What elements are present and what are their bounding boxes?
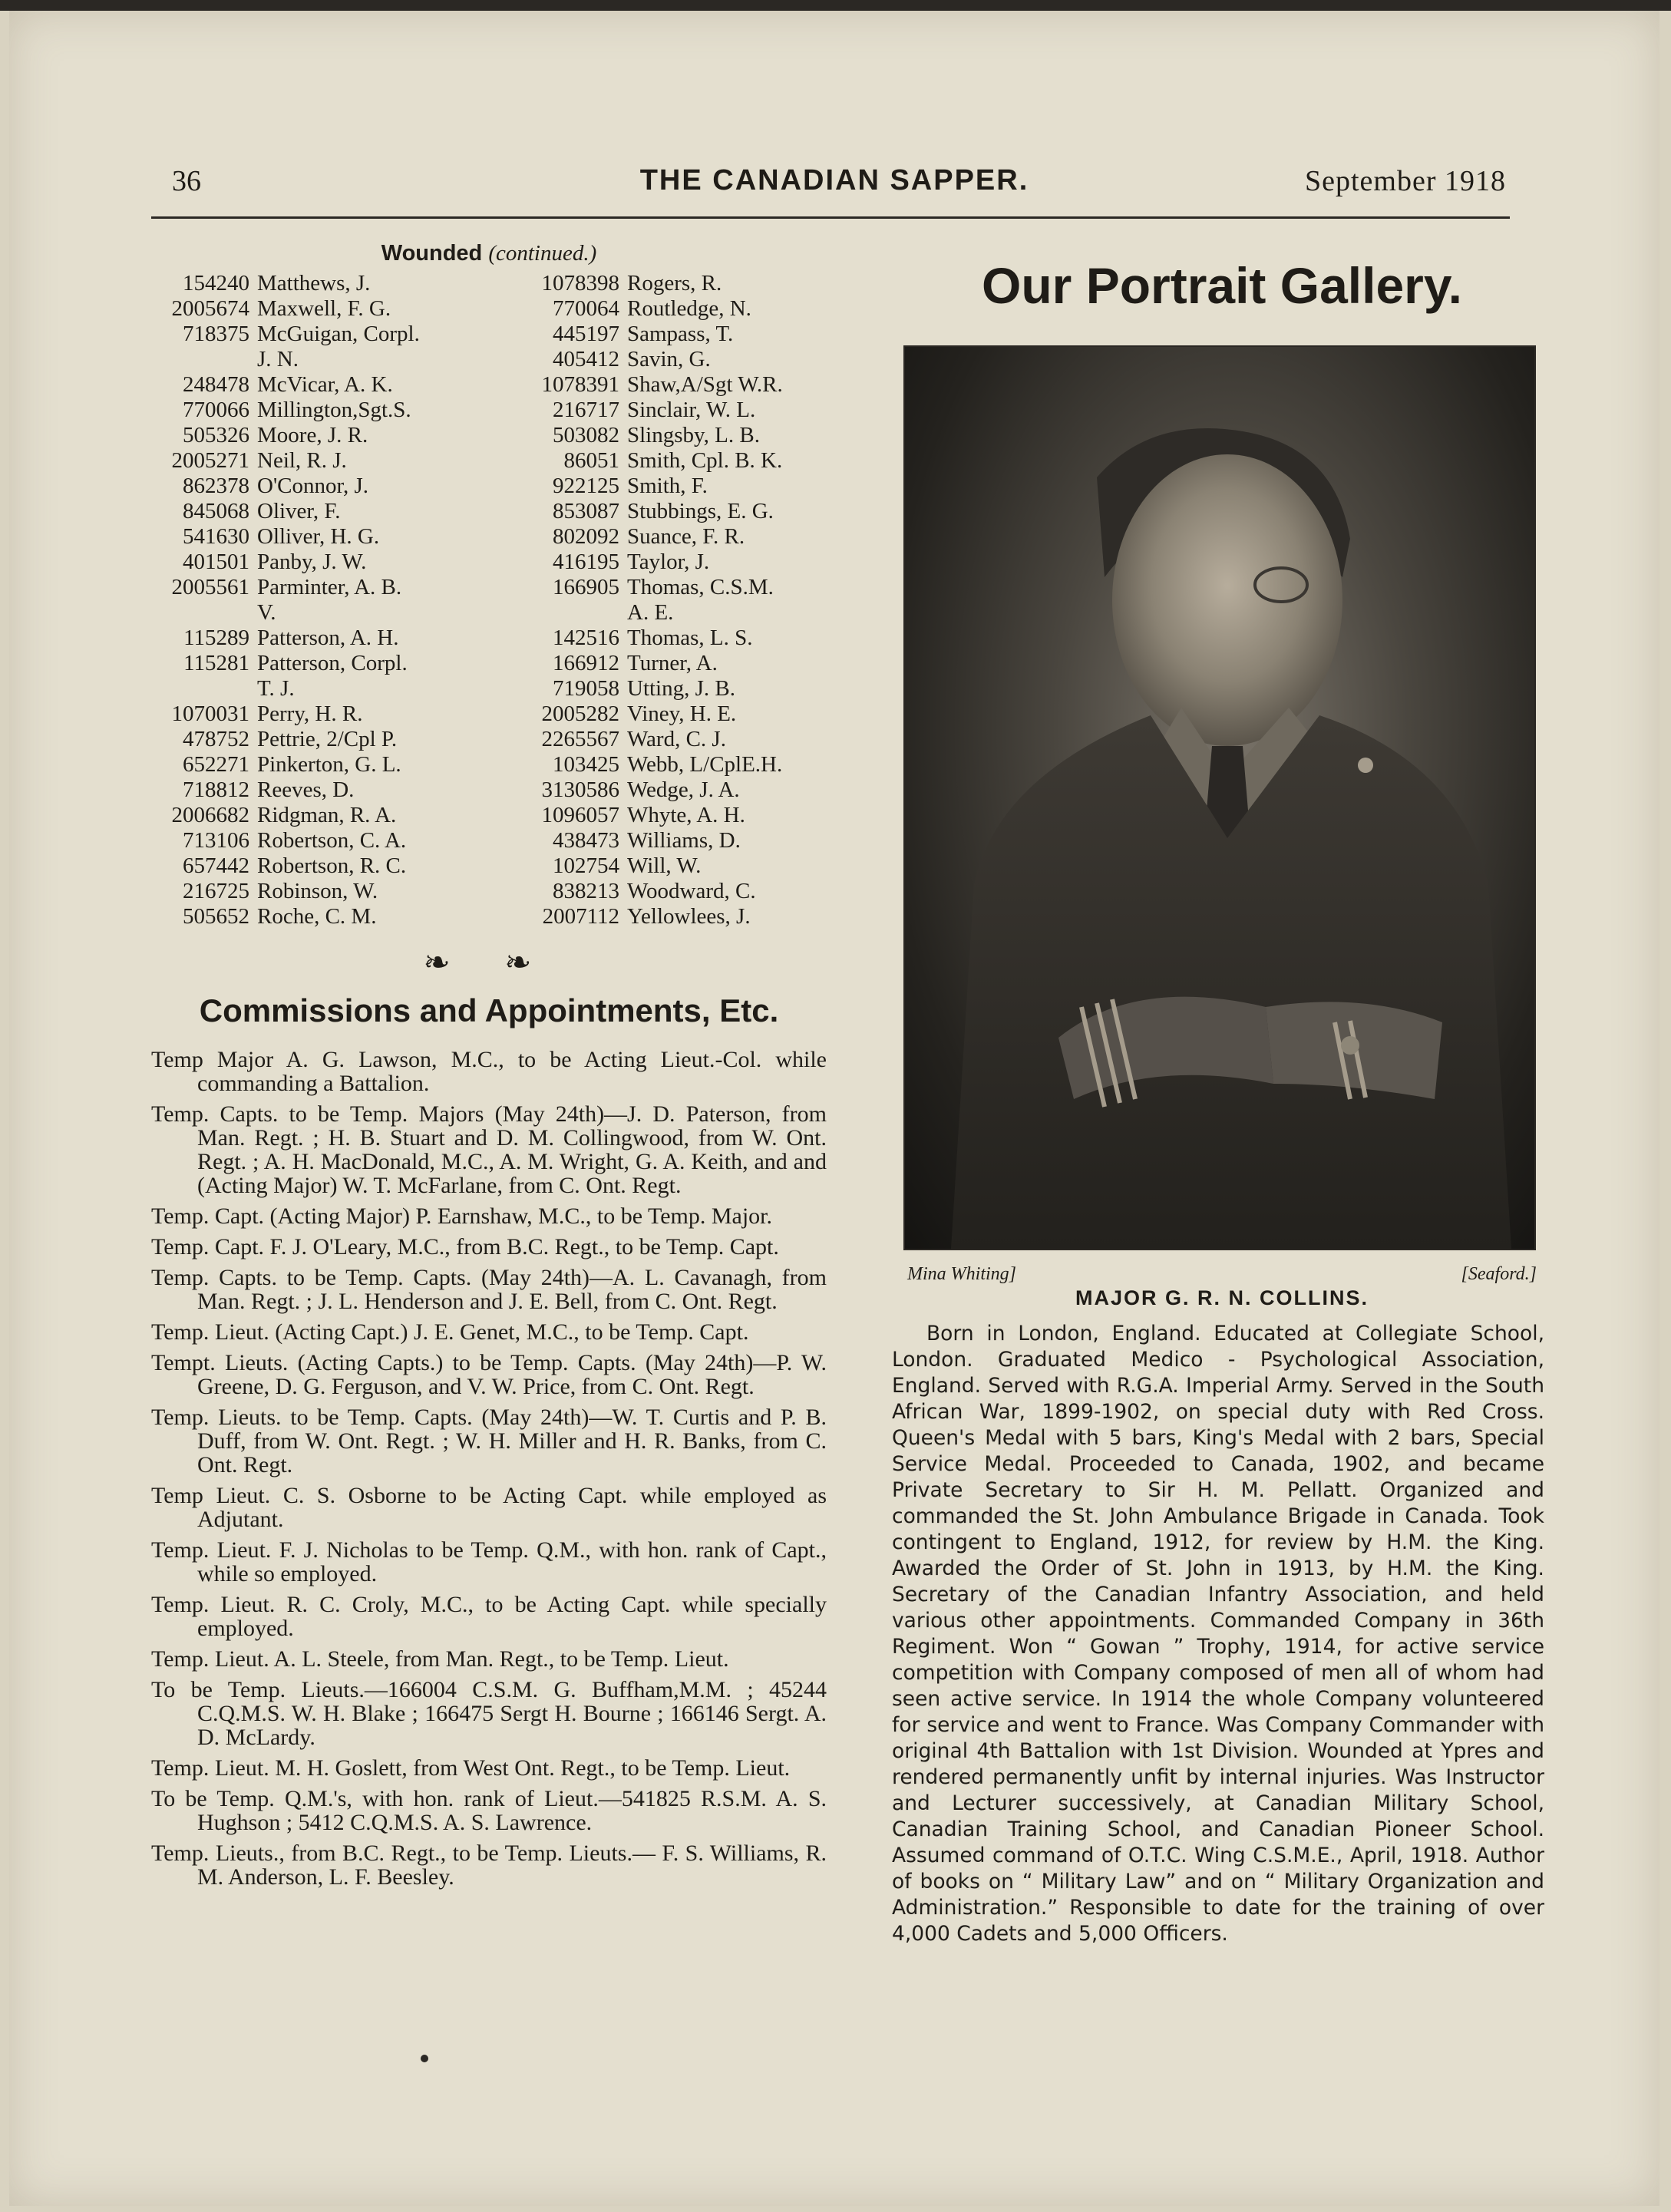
soldier-name: Patterson, A. H. — [257, 626, 399, 650]
service-number: 3130586 — [541, 778, 619, 802]
wounded-entry — [151, 372, 489, 398]
section-ornament: ❧ ❧ — [423, 946, 555, 981]
commission-entry: Temp. Lieut. A. L. Steele, from Man. Regt., to be Temp. Lieut. — [151, 1646, 729, 1672]
wounded-entry — [151, 879, 489, 904]
service-number: 505652 — [183, 904, 249, 929]
service-number: 853087 — [553, 499, 619, 523]
wounded-entry — [151, 828, 489, 853]
service-number: 2265567 — [541, 727, 619, 751]
service-number: 922125 — [553, 474, 619, 498]
service-number: 2007112 — [542, 904, 619, 929]
service-number: 2005282 — [541, 702, 619, 726]
wounded-entry — [489, 524, 827, 550]
soldier-name: Suance, F. R. — [627, 524, 745, 549]
soldier-name: Will, W. — [627, 853, 702, 878]
officer-portrait-image — [905, 347, 1534, 1249]
photo-credit — [907, 1264, 1537, 1285]
service-number: 166905 — [553, 575, 619, 599]
commissions-list — [151, 1048, 827, 1889]
wounded-entry — [489, 651, 827, 676]
soldier-name: O'Connor, J. — [257, 474, 369, 498]
portrait-biography: Born in London, England. Educated at Collegiate School, London. Graduated Medico - Psychological Association, England. Served with R.G.A. Imperial Army. Served in the South African War, 1899-1902, on special duty with Red Cross. Queen's Medal with 5 bars, King's Medal with 2 bars, Special Service Medal. Proceeded to Canada, 1902, and became Private Secretary to Sir H. M. Pellatt. Organized and commanded the St. John Ambulance Brigade in Canada. Took contingent to England, 1912, for review by H.M. the King. Awarded the Order of St. John in 1913, by H.M. the King. Secretary of the Canadian Infantry Association, and held various other appointments. Commanded Company in 36th Regiment. Won “ Gowan ” Trophy, 1914, for active service competition with Company composed of men all of whom had seen active service. In 1914 the whole Company volunteered for service and went to France. Was Company Commander with original 4th Battalion with 1st Division. Wounded at Ypres and rendered permanently unfit by internal injuries. Was Instructor and Lecturer successively, at Canadian Military School, Canadian Training School, and Canadian Pioneer School. Assumed command of O.T.C. Wing C.S.M.E., April, 1918. Author of books on “ Military Law” and on “ Military Organization and Administration.” Responsible to date for the training of over 4,000 Cadets and 5,000 Officers. — [892, 1322, 1544, 1946]
soldier-name: Thomas, C.S.M. — [627, 575, 774, 599]
wounded-entry — [489, 296, 827, 322]
portrait-photo — [903, 345, 1536, 1250]
wounded-entry — [489, 575, 827, 600]
service-number: 2005674 — [171, 296, 249, 321]
wounded-entry — [151, 347, 489, 372]
soldier-name: Reeves, D. — [257, 778, 355, 802]
wounded-column-right — [489, 271, 827, 929]
commission-entry: Temp. Capts. to be Temp. Majors (May 24th)—J. D. Paterson, from Man. Regt. ; H. B. Stuart and D. M. Collingwood, from W. Ont. Regt. ; A. H. MacDonald, M.C., A. M. Wright, G. A. Keith, and and (Acting Major) W. T. McFarlane, from C. Ont. Regt. — [151, 1101, 827, 1198]
soldier-name: Robinson, W. — [257, 879, 378, 903]
wounded-entry — [489, 550, 827, 575]
service-number: 154240 — [183, 271, 249, 295]
wounded-entry — [489, 271, 827, 296]
wounded-entry — [151, 651, 489, 676]
soldier-name: Olliver, H. G. — [257, 524, 380, 549]
page-number: 36 — [172, 165, 201, 197]
wounded-entry — [151, 853, 489, 879]
service-number: 142516 — [553, 626, 619, 650]
wounded-entry — [151, 702, 489, 727]
service-number: 216725 — [183, 879, 249, 903]
soldier-name: McGuigan, Corpl. — [257, 322, 420, 346]
right-column — [884, 241, 1560, 1947]
commission-entry: Temp. Lieut. F. J. Nicholas to be Temp. Q.M., with hon. rank of Capt., while so employed. — [151, 1537, 827, 1586]
commission-entry: Temp. Lieuts. to be Temp. Capts. (May 24th)—W. T. Curtis and P. B. Duff, from W. Ont. Regt. ; W. H. Miller and H. R. Banks, from C. Ont. Regt. — [151, 1405, 827, 1477]
soldier-name: V. — [257, 600, 276, 625]
photo-credit-left: Mina Whiting] — [907, 1264, 1016, 1284]
service-number: 248478 — [183, 372, 249, 397]
wounded-entry — [489, 853, 827, 879]
commission-entry: Temp. Capt. (Acting Major) P. Earnshaw, M.C., to be Temp. Major. — [151, 1203, 773, 1229]
service-number: 770064 — [553, 296, 619, 321]
print-speck — [421, 2055, 428, 2062]
soldier-name: Moore, J. R. — [257, 423, 368, 447]
wounded-entry — [151, 626, 489, 651]
service-number: 405412 — [553, 347, 619, 371]
soldier-name: Stubbings, E. G. — [627, 499, 774, 523]
soldier-name: Patterson, Corpl. — [257, 651, 408, 675]
soldier-name: Whyte, A. H. — [627, 803, 745, 827]
soldier-name: A. E. — [627, 600, 674, 625]
wounded-entry — [151, 727, 489, 752]
service-number: 503082 — [553, 423, 619, 447]
soldier-name: Taylor, J. — [627, 550, 710, 574]
wounded-entry — [151, 524, 489, 550]
service-number — [151, 676, 257, 702]
soldier-name: Smith, F. — [627, 474, 708, 498]
wounded-entry — [151, 778, 489, 803]
wounded-entry — [489, 778, 827, 803]
wounded-entry — [489, 448, 827, 474]
service-number: 445197 — [553, 322, 619, 346]
soldier-name: Robertson, R. C. — [257, 853, 407, 878]
soldier-name: Maxwell, F. G. — [257, 296, 391, 321]
soldier-name: J. N. — [257, 347, 299, 371]
service-number: 845068 — [183, 499, 249, 523]
soldier-name: Robertson, C. A. — [257, 828, 407, 853]
service-number: 216717 — [553, 398, 619, 422]
soldier-name: Viney, H. E. — [627, 702, 737, 726]
commission-entry: Temp. Capt. F. J. O'Leary, M.C., from B.C. Regt., to be Temp. Capt. — [151, 1234, 779, 1260]
wounded-entry — [489, 803, 827, 828]
soldier-name: Slingsby, L. B. — [627, 423, 760, 447]
commission-entry: Temp. Lieut. (Acting Capt.) J. E. Genet, M.C., to be Temp. Capt. — [151, 1319, 749, 1345]
wounded-list — [151, 271, 827, 929]
wounded-entry — [151, 423, 489, 448]
soldier-name: Ward, C. J. — [627, 727, 726, 751]
wounded-entry — [151, 499, 489, 524]
wounded-entry — [151, 752, 489, 778]
soldier-name: Savin, G. — [627, 347, 711, 371]
magazine-page — [9, 11, 1659, 2206]
soldier-name: Neil, R. J. — [257, 448, 347, 473]
soldier-name: Parminter, A. B. — [257, 575, 402, 599]
portrait-subject-name: MAJOR G. R. N. COLLINS. — [1075, 1286, 1369, 1309]
wounded-entry — [489, 626, 827, 651]
journal-title: THE CANADIAN SAPPER. — [639, 164, 1029, 196]
header-rule — [151, 216, 1510, 219]
service-number: 802092 — [553, 524, 619, 549]
service-number: 1096057 — [541, 803, 619, 827]
wounded-entry — [151, 271, 489, 296]
service-number: 718375 — [183, 322, 249, 346]
commission-entry: To be Temp. Lieuts.—166004 C.S.M. G. Buffham,M.M. ; 45244 C.Q.M.S. W. H. Blake ; 166475 Sergt H. Bourne ; 166146 Sergt. A. D. McLardy. — [151, 1677, 827, 1750]
left-column — [151, 241, 827, 1896]
wounded-entry — [151, 296, 489, 322]
soldier-name: Pinkerton, G. L. — [257, 752, 401, 777]
wounded-entry — [151, 600, 489, 626]
commission-entry: Temp. Capts. to be Temp. Capts. (May 24th)—A. L. Cavanagh, from Man. Regt. ; J. L. Henderson and J. E. Bell, from C. Ont. Regt. — [151, 1265, 827, 1314]
service-number: 838213 — [553, 879, 619, 903]
commission-entry: Temp Major A. G. Lawson, M.C., to be Acting Lieut.-Col. while commanding a Battalion. — [151, 1047, 827, 1096]
service-number: 770066 — [183, 398, 249, 422]
wounded-entry — [151, 904, 489, 929]
soldier-name: Williams, D. — [627, 828, 741, 853]
wounded-entry — [489, 372, 827, 398]
wounded-entry — [151, 803, 489, 828]
service-number — [151, 600, 257, 626]
soldier-name: Oliver, F. — [257, 499, 341, 523]
wounded-heading — [151, 241, 827, 266]
wounded-entry — [151, 474, 489, 499]
soldier-name: Rogers, R. — [627, 271, 722, 295]
wounded-entry — [489, 347, 827, 372]
photo-credit-right: [Seaford.] — [1461, 1264, 1537, 1284]
commission-entry: To be Temp. Q.M.'s, with hon. rank of Lieut.—541825 R.S.M. A. S. Hughson ; 5412 C.Q.M.S. A. S. Lawrence. — [151, 1786, 827, 1835]
service-number: 115289 — [183, 626, 249, 650]
wounded-entry — [489, 676, 827, 702]
gallery-heading: Our Portrait Gallery. — [982, 257, 1462, 314]
soldier-name: Yellowlees, J. — [627, 904, 751, 929]
service-number: 1078398 — [541, 271, 619, 295]
service-number: 505326 — [183, 423, 249, 447]
soldier-name: Millington,Sgt.S. — [257, 398, 411, 422]
service-number: 438473 — [553, 828, 619, 853]
wounded-column-left — [151, 271, 489, 929]
service-number: 713106 — [183, 828, 249, 853]
wounded-entry — [151, 575, 489, 600]
wounded-entry — [489, 702, 827, 727]
service-number — [151, 347, 257, 372]
wounded-entry — [151, 550, 489, 575]
wounded-entry — [489, 322, 827, 347]
wounded-title: Wounded — [381, 241, 483, 266]
wounded-entry — [489, 879, 827, 904]
service-number: 718812 — [183, 778, 249, 802]
wounded-entry — [151, 676, 489, 702]
service-number: 2006682 — [171, 803, 249, 827]
scan-top-edge — [0, 0, 1671, 11]
wounded-entry — [489, 904, 827, 929]
service-number: 719058 — [553, 676, 619, 701]
service-number: 1070031 — [171, 702, 249, 726]
wounded-entry — [489, 727, 827, 752]
issue-date: September 1918 — [1304, 165, 1506, 197]
soldier-name: Pettrie, 2/Cpl P. — [257, 727, 398, 751]
service-number: 401501 — [183, 550, 249, 574]
service-number: 115281 — [183, 651, 249, 675]
service-number: 1078391 — [541, 372, 619, 397]
soldier-name: Thomas, L. S. — [627, 626, 753, 650]
soldier-name: Ridgman, R. A. — [257, 803, 397, 827]
wounded-entry — [151, 448, 489, 474]
service-number: 657442 — [183, 853, 249, 878]
wounded-title-suffix: (continued.) — [488, 241, 597, 266]
service-number: 2005561 — [171, 575, 249, 599]
page-header — [9, 164, 1659, 210]
soldier-name: Smith, Cpl. B. K. — [627, 448, 783, 473]
soldier-name: Perry, H. R. — [257, 702, 363, 726]
wounded-entry — [489, 828, 827, 853]
commission-entry: Tempt. Lieuts. (Acting Capts.) to be Temp. Capts. (May 24th)—P. W. Greene, D. G. Ferguson, and V. W. Price, from C. Ont. Regt. — [151, 1350, 827, 1399]
soldier-name: Utting, J. B. — [627, 676, 735, 701]
service-number: 541630 — [183, 524, 249, 549]
wounded-entry — [489, 600, 827, 626]
service-number: 652271 — [183, 752, 249, 777]
wounded-entry — [489, 398, 827, 423]
soldier-name: Turner, A. — [627, 651, 718, 675]
commission-entry: Temp. Lieut. R. C. Croly, M.C., to be Acting Capt. while specially employed. — [151, 1592, 827, 1641]
commission-entry: Temp. Lieut. M. H. Goslett, from West Ont. Regt., to be Temp. Lieut. — [151, 1755, 791, 1781]
service-number: 166912 — [553, 651, 619, 675]
service-number: 478752 — [183, 727, 249, 751]
service-number: 103425 — [553, 752, 619, 777]
soldier-name: Routledge, N. — [627, 296, 751, 321]
wounded-entry — [489, 752, 827, 778]
wounded-entry — [489, 499, 827, 524]
commissions-heading: Commissions and Appointments, Etc. — [199, 992, 779, 1028]
soldier-name: Sampass, T. — [627, 322, 734, 346]
soldier-name: Webb, L/CplE.H. — [627, 752, 783, 777]
wounded-entry — [151, 322, 489, 347]
soldier-name: Woodward, C. — [627, 879, 756, 903]
soldier-name: McVicar, A. K. — [257, 372, 393, 397]
service-number: 862378 — [183, 474, 249, 498]
service-number: 416195 — [553, 550, 619, 574]
service-number: 86051 — [563, 448, 619, 473]
wounded-entry — [151, 398, 489, 423]
soldier-name: Shaw,A/Sgt W.R. — [627, 372, 783, 397]
commission-entry: Temp Lieut. C. S. Osborne to be Acting Capt. while employed as Adjutant. — [151, 1483, 827, 1532]
soldier-name: Wedge, J. A. — [627, 778, 740, 802]
service-number: 102754 — [553, 853, 619, 878]
soldier-name: Matthews, J. — [257, 271, 371, 295]
soldier-name: T. J. — [257, 676, 295, 701]
soldier-name: Sinclair, W. L. — [627, 398, 756, 422]
soldier-name: Roche, C. M. — [257, 904, 377, 929]
wounded-entry — [489, 423, 827, 448]
service-number — [489, 600, 627, 626]
wounded-entry — [489, 474, 827, 499]
soldier-name: Panby, J. W. — [257, 550, 367, 574]
service-number: 2005271 — [171, 448, 249, 473]
commission-entry: Temp. Lieuts., from B.C. Regt., to be Temp. Lieuts.— F. S. Williams, R. M. Anderson, L. F. Beesley. — [151, 1841, 827, 1890]
